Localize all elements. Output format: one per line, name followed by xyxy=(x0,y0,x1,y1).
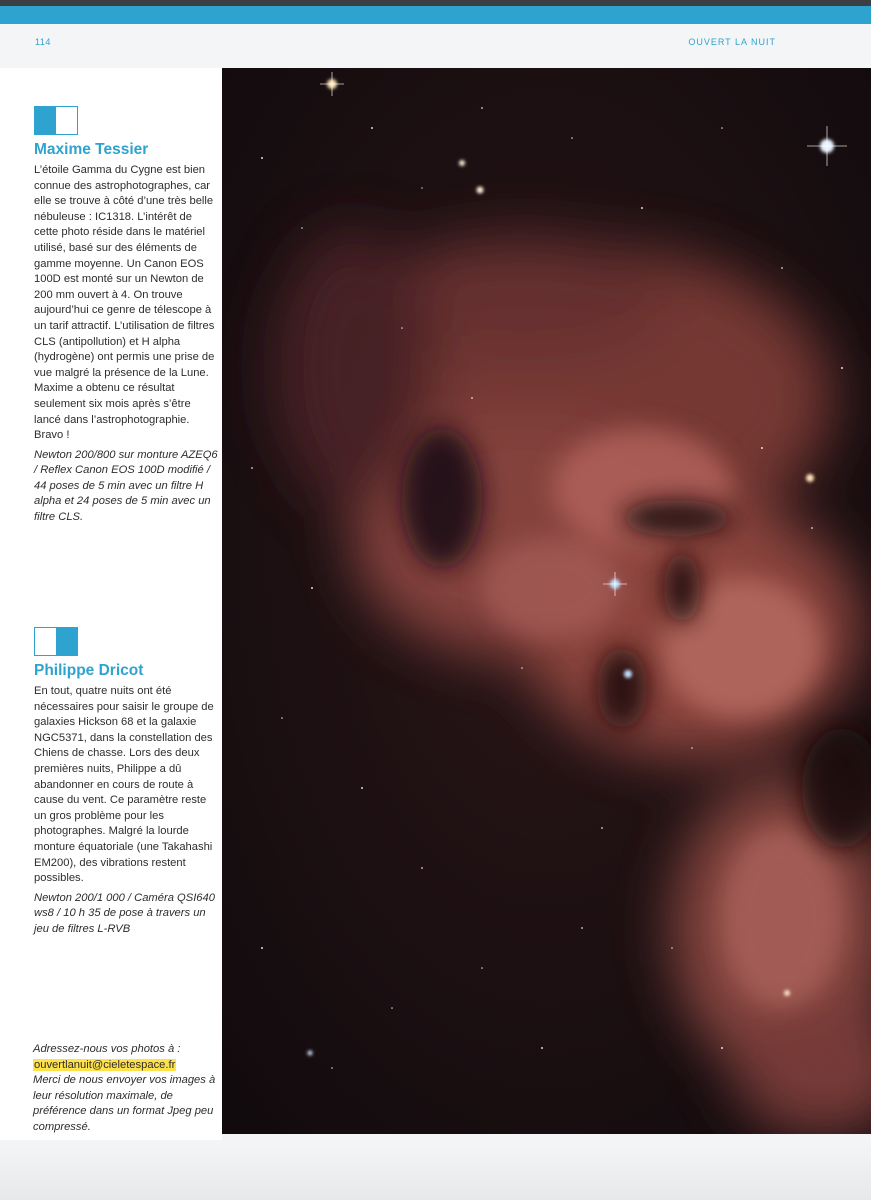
section-marker-icon xyxy=(34,627,78,656)
submission-intro: Adressez-nous vos photos à : xyxy=(33,1043,181,1055)
section-title: OUVERT LA NUIT xyxy=(688,37,776,47)
author-name: Philippe Dricot xyxy=(34,662,144,679)
entry-body-text: L’étoile Gamma du Cygne est bien connue des astrophotographes, car elle se trouve à côté d’une très belle nébuleuse : IC1318. L’intérêt de cette photo réside dans le matériel utilisé, basé sur des éléments de gamme moyenne. Un Canon EOS 100D est monté sur un Newton de 200 mm ouvert à 4. On trouve aujourd’hui ce genre de télescope à un tarif attractif. L’utilisation de filtres CLS (antipollution) et H alpha (hydrogène) ont permis une prise de vue malgré la présence de la Lune. Maxime a obtenu ce résultat seulement six mois après s’être lancé dans l’astrophotographie. Bravo ! xyxy=(34,164,215,442)
entry-philippe-dricot xyxy=(34,627,219,938)
submission-details: Merci de nous envoyer vos images à leur résolution maximale, de préférence dans un format Jpeg peu compressé. xyxy=(33,1074,216,1133)
header-color-bar xyxy=(0,6,871,24)
entry-maxime-tessier xyxy=(34,106,219,526)
entry-body-text: En tout, quatre nuits ont été nécessaires pour saisir le groupe de galaxies Hickson 68 et la galaxie NGC5371, dans la constellation des Chiens de chasse. Lors des deux premières nuits, Philippe a dû abandonner en cours de route à cause du vent. Ce paramètre reste un gros problème pour les photographes. Malgré la lourde monture équatoriale (une Takahashi EM200), des vibrations restent possibles. xyxy=(34,685,214,885)
page-bottom-margin xyxy=(0,1140,871,1200)
author-name: Maxime Tessier xyxy=(34,141,149,158)
equipment-specs: Newton 200/800 sur monture AZEQ6 / Reflex Canon EOS 100D modifié / 44 poses de 5 min avec un filtre H alpha et 24 poses de 5 min avec un filtre CLS. xyxy=(34,448,218,524)
photo-submission-note xyxy=(33,1042,223,1136)
section-marker-icon xyxy=(34,106,78,135)
page-number: 114 xyxy=(35,37,51,47)
equipment-specs: Newton 200/1 000 / Caméra QSI640 ws8 / 10 h 35 de pose à travers un jeu de filtres L-RVB xyxy=(34,891,215,935)
submission-email-link[interactable]: ouvertlanuit@cieletespace.fr xyxy=(34,1058,176,1071)
nebula-photograph xyxy=(222,68,871,1134)
